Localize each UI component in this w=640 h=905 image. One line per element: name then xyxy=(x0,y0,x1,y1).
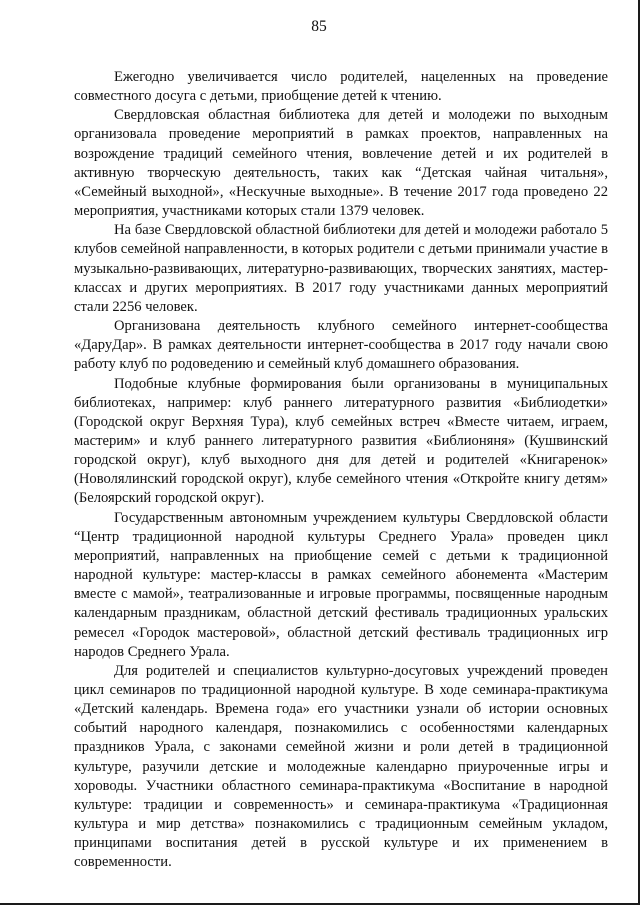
document-body xyxy=(74,68,608,873)
paragraph-7: Для родителей и специалистов культурно-досуговых учреждений проведен цикл семинаров по традиционной народной культуре. В ходе семинара-практикума «Детский календарь. Времена года» его участники узнали об истории основных событий народного календаря, познакомились с особенностями календарных праздников Урала, с законами семейной жизни и роли детей в традиционной культуре, разучили детские и молодежные календарно приуроченные игры и хороводы. Участники областного семинара-практикума «Воспитание в народной культуре: традиции и современность» и семинара-практикума «Традиционная культура и мир детства» познакомились с традиционным семейным укладом, принципами воспитания детей в русской культуре и их применением в современности. xyxy=(74,662,608,871)
paragraph-3: На базе Свердловской областной библиотеки для детей и молодежи работало 5 клубов семейной направленности, в которых родители с детьми принимали участие в музыкально-развивающих, литературно-развивающих, творческих занятиях, мастер-классах и других мероприятиях. В 2017 году участниками данных мероприятий стали 2256 человек. xyxy=(74,222,608,315)
paragraph-2: Свердловская областная библиотека для детей и молодежи по выходным организовала проведение мероприятий в рамках проектов, направленных на возрождение традиций семейного чтения, вовлечение детей и их родителей в активную творческую деятельность, таких как “Детская чайная читальня», «Семейный выходной», «Нескучные выходные». В течение 2017 года проведено 22 мероприятия, участниками которых стали 1379 человек. xyxy=(74,107,608,220)
paragraph-1: Ежегодно увеличивается число родителей, нацеленных на проведение совместного досуга с детьми, приобщение детей к чтению. xyxy=(74,69,608,105)
paragraph-4: Организована деятельность клубного семейного интернет-сообщества «ДаруДар». В рамках деятельности интернет-сообщества в 2017 году начали свою работу клуб по родоведению и семейный клуб домашнего образования. xyxy=(74,318,608,373)
paragraph-6: Государственным автономным учреждением культуры Свердловской области “Центр традиционной народной культуры Среднего Урала» проведен цикл мероприятий, направленных на приобщение семей с детьми к традиционной народной культуре: мастер-классы в рамках семейного абонемента «Мастерим вместе с мамой», театрализованные и игровые программы, посвященные народным календарным праздникам, областной детский фестиваль традиционных уральских ремесел «Городок мастеровой», областной детский фестиваль традиционных игр народов Среднего Урала. xyxy=(74,509,608,660)
paragraph-5: Подобные клубные формирования были организованы в муниципальных библиотеках, например: клуб раннего литературного развития «Библиодетки» (Городской округ Верхняя Тура), клуб семейных встреч «Вместе читаем, играем, мастерим» и клуб раннего литературного развития «Библионяня» (Кушвинский городской округ), клуб выходного дня для детей и родителей «Книгаренок» (Новолялинский городской округ), клубе семейного чтения «Откройте книгу детям» (Белоярский городской округ). xyxy=(74,375,608,507)
page-number: 85 xyxy=(311,18,327,35)
